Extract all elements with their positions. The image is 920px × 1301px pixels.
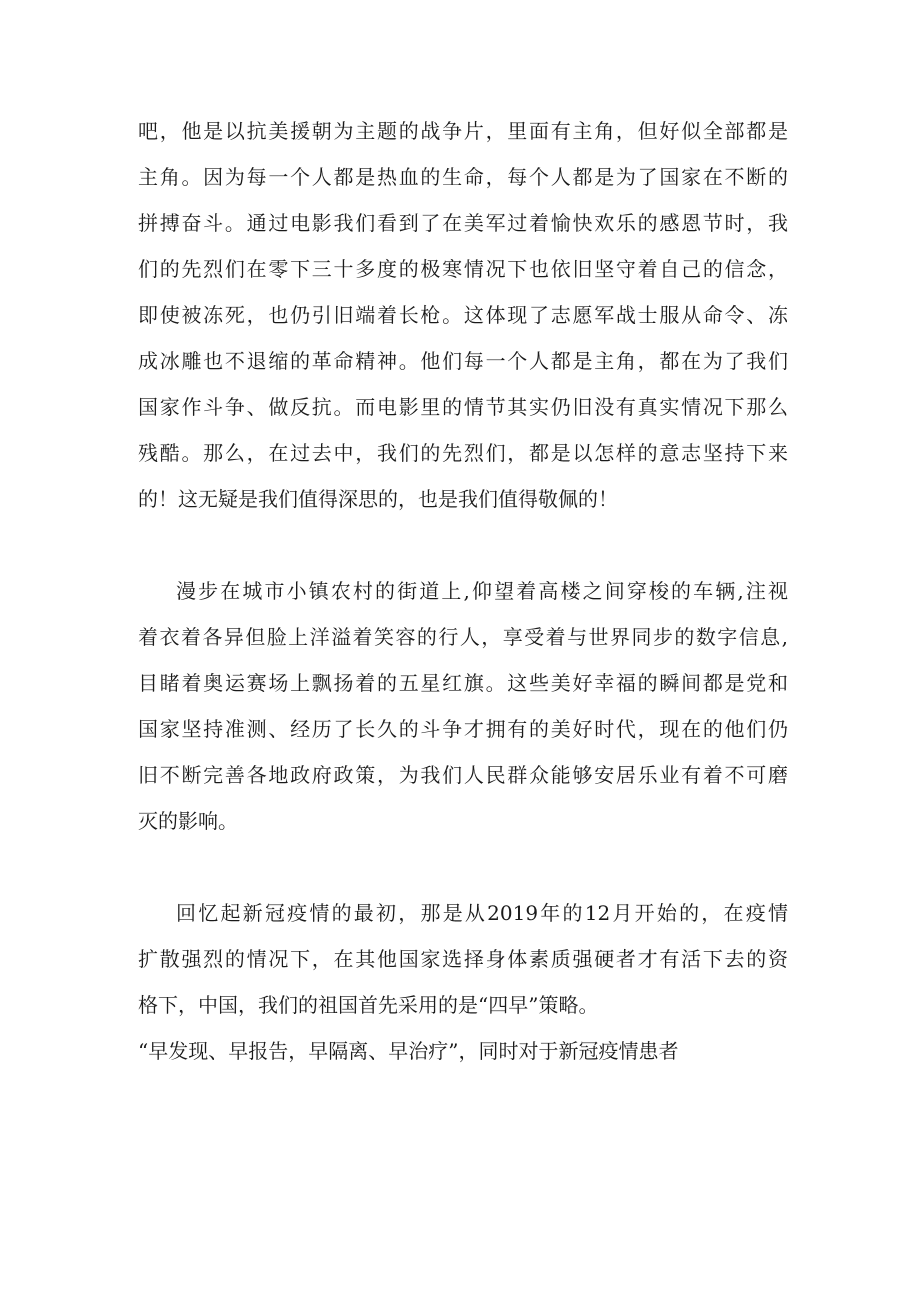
text-line: 回忆起新冠疫情的最初，那是从2019年的12月开始的，在疫情 <box>176 901 788 925</box>
text-line: “早发现、早报告，早隔离、早治疗”，同时对于新冠疫情患者 <box>138 1039 679 1063</box>
text-line: 漫步在城市小镇农村的街道上,仰望着高楼之间穿梭的车辆,注视 <box>176 579 788 603</box>
text-line: 主角。因为每一个人都是热血的生命，每个人都是为了国家在不断的 <box>138 165 788 189</box>
text-line: 目睹着奥运赛场上飘扬着的五星红旗。这些美好幸福的瞬间都是党和 <box>138 671 788 695</box>
body-text <box>138 0 788 1301</box>
text-line: 国家坚持准测、经历了长久的斗争才拥有的美好时代，现在的他们仍 <box>138 717 788 741</box>
text-line: 格下，中国，我们的祖国首先采用的是“四早”策略。 <box>138 993 599 1017</box>
text-line: 的！这无疑是我们值得深思的，也是我们值得敬佩的！ <box>138 487 618 511</box>
text-line: 国家作斗争、做反抗。而电影里的情节其实仍旧没有真实情况下那么 <box>138 395 788 419</box>
text-line: 即使被冻死，也仍引旧端着长枪。这体现了志愿军战士服从命令、冻 <box>138 303 788 327</box>
text-line: 残酷。那么，在过去中，我们的先烈们，都是以怎样的意志坚持下来 <box>138 441 788 465</box>
text-line: 着衣着各异但脸上洋溢着笑容的行人，享受着与世界同步的数字信息, <box>138 625 788 649</box>
text-line: 成冰雕也不退缩的革命精神。他们每一个人都是主角，都在为了我们 <box>138 349 788 373</box>
text-line: 们的先烈们在零下三十多度的极寒情况下也依旧坚守着自己的信念， <box>138 257 788 281</box>
text-line: 旧不断完善各地政府政策，为我们人民群众能够安居乐业有着不可磨 <box>138 763 788 787</box>
text-line: 扩散强烈的情况下，在其他国家选择身体素质强硬者才有活下去的资 <box>138 947 788 971</box>
text-line: 吧，他是以抗美援朝为主题的战争片，里面有主角，但好似全部都是 <box>138 119 788 143</box>
text-line: 拼搏奋斗。通过电影我们看到了在美军过着愉快欢乐的感恩节时，我 <box>138 211 788 235</box>
text-line: 灭的影响。 <box>138 809 238 833</box>
